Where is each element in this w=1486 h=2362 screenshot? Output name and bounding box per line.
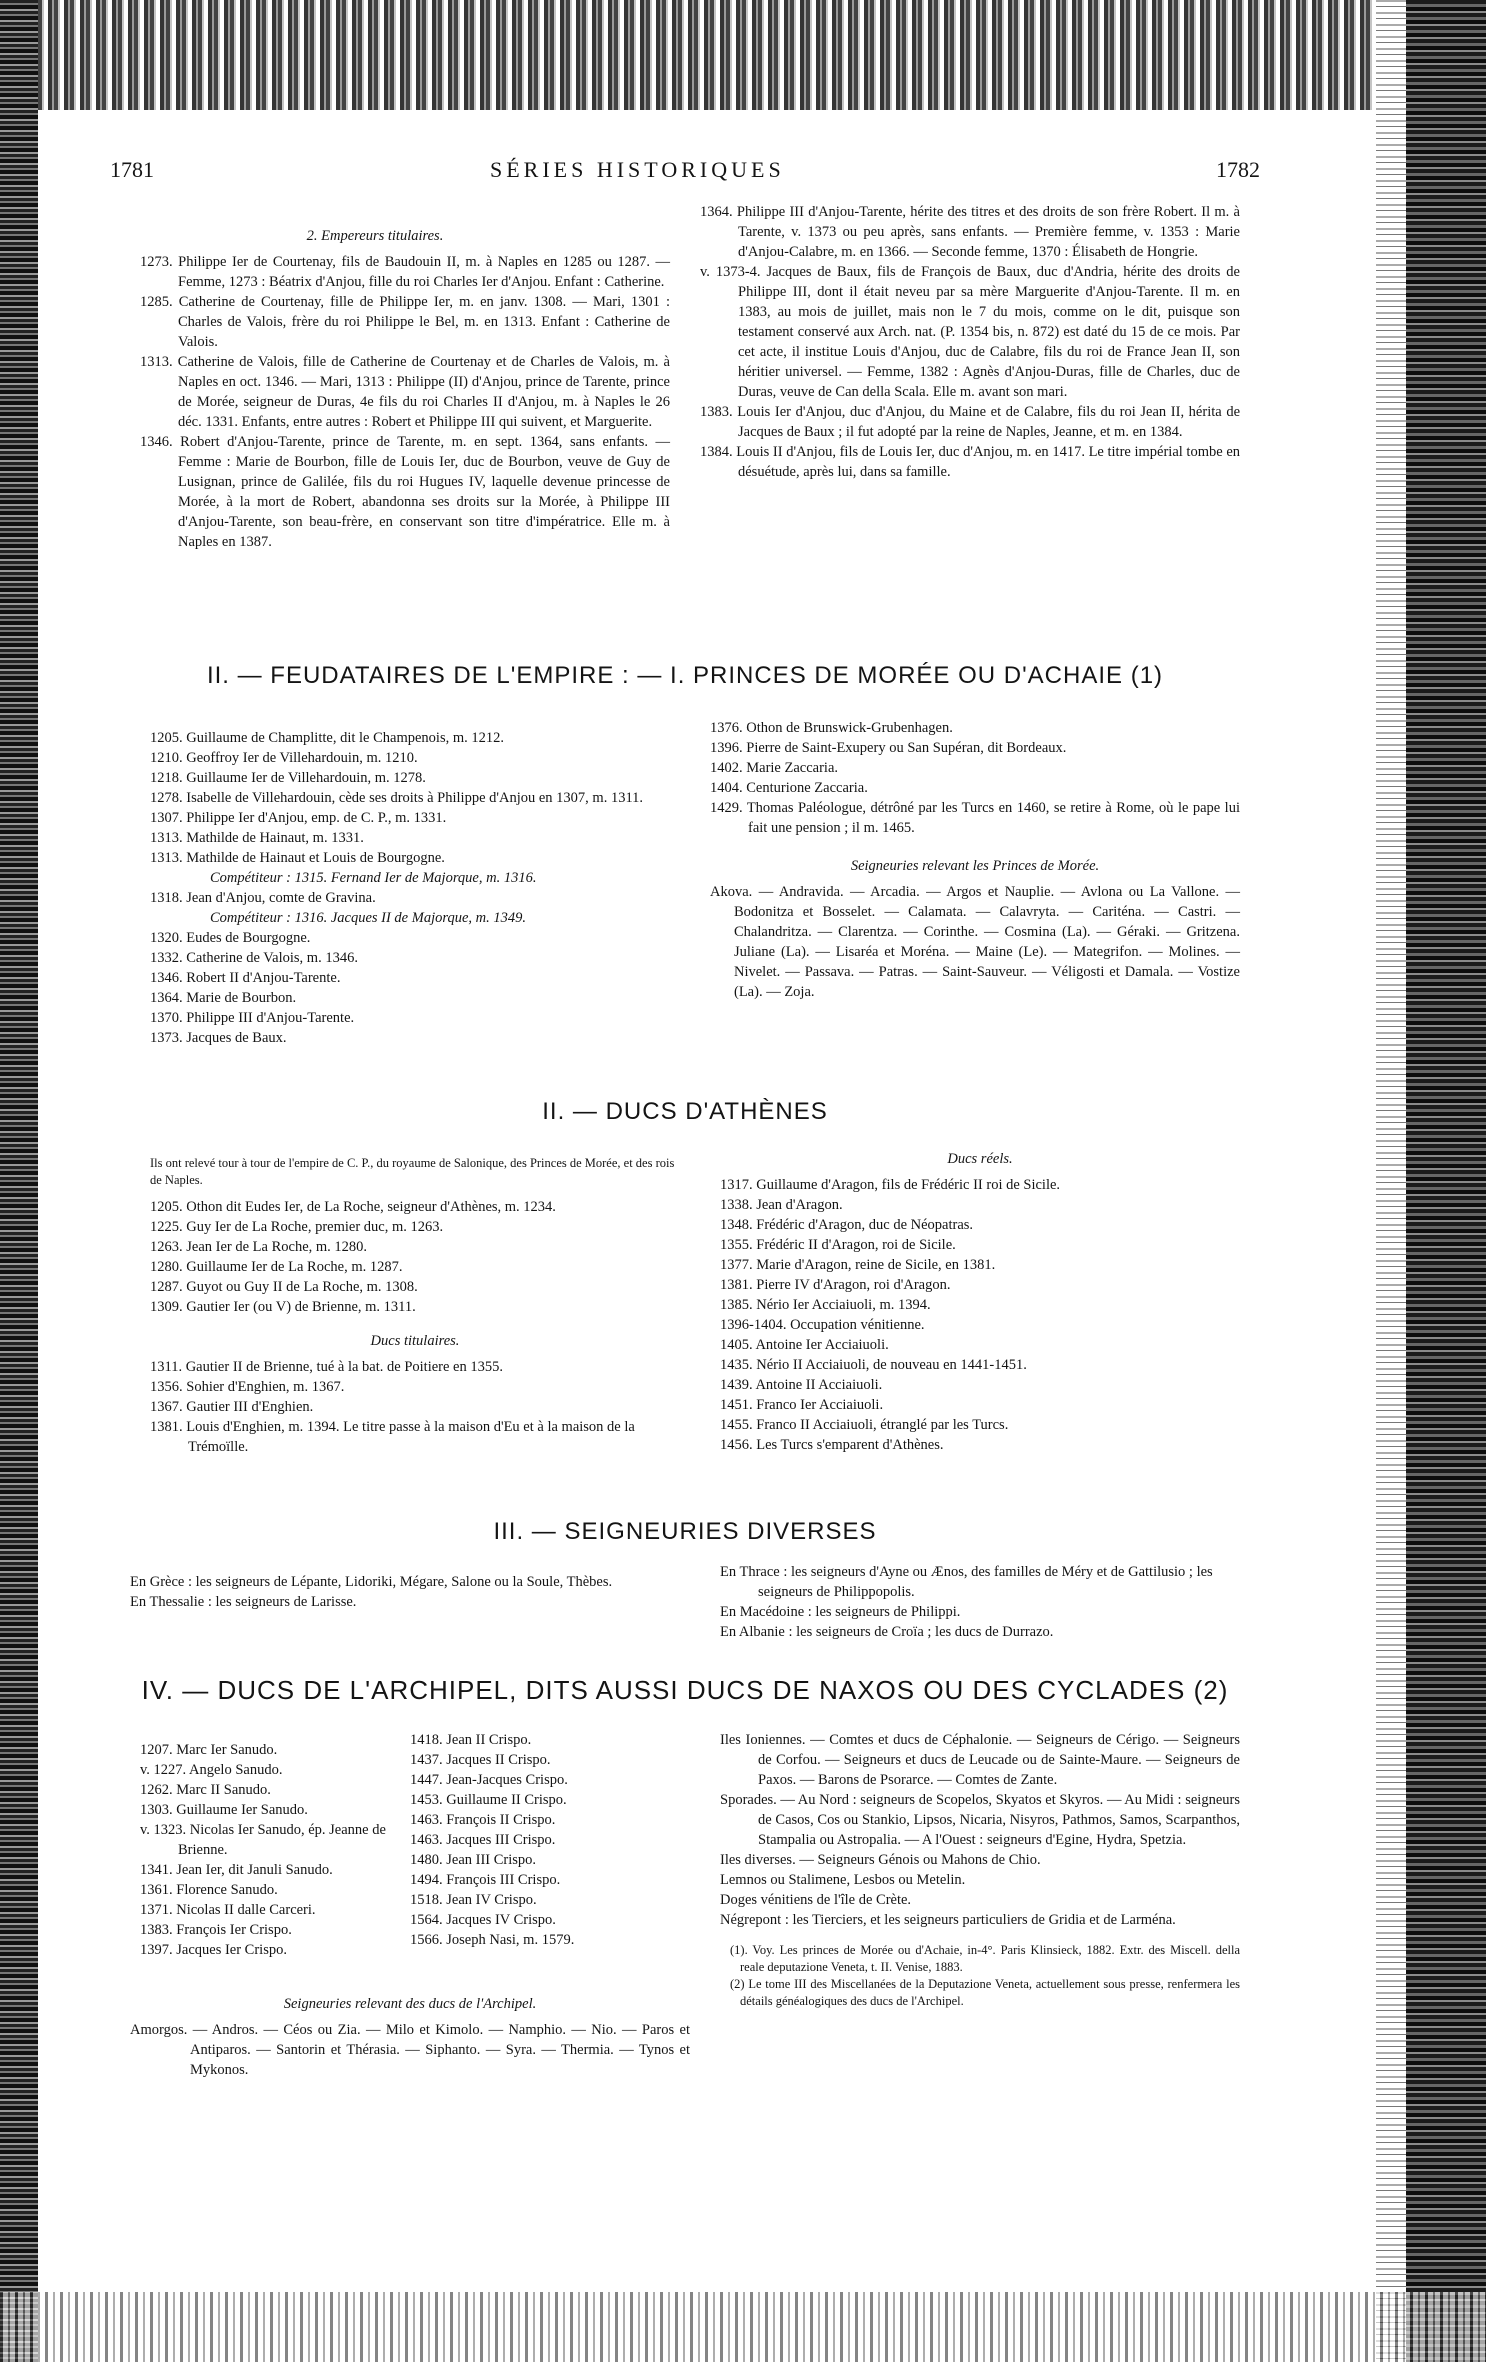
- diverses-entry: En Macédoine : les seigneurs de Philippi.: [720, 1604, 961, 1620]
- islands-entry: Négrepont : les Tierciers, et les seigneurs particuliers de Gridia et de Larménа.: [720, 1912, 1176, 1928]
- prince-entry: 1429. Thomas Paléologue, détrôné par les Turcs en 1460, se retire à Rome, où le pape lui fait une pension ; il m. 1465.: [710, 800, 1240, 836]
- prince-entry: 1370. Philippe III d'Anjou-Tarente.: [150, 1010, 355, 1026]
- diverses-entry: En Thrace : les seigneurs d'Ayne ou Ænos, des familles de Méry et de Gattilusio ; les seigneurs de Philippopolis.: [720, 1564, 1213, 1600]
- archipel-duke-entry: 1494. François III Crispo.: [410, 1872, 561, 1888]
- archipel-duke-entry: 1453. Guillaume II Crispo.: [410, 1792, 567, 1808]
- prince-entry: 1218. Guillaume Ier de Villehardouin, m. 1278.: [150, 770, 426, 786]
- duke-entry: 1456. Les Turcs s'emparent d'Athènes.: [720, 1437, 944, 1453]
- archipel-duke-entry: 1566. Joseph Nasi, m. 1579.: [410, 1932, 575, 1948]
- prince-entry: 1320. Eudes de Bourgogne.: [150, 930, 311, 946]
- duke-entry: 1405. Antoine Ier Acciaiuoli.: [720, 1337, 889, 1353]
- duke-entry: 1348. Frédéric d'Aragon, duc de Néopatras.: [720, 1217, 974, 1233]
- imperial-heading: 2. Empereurs titulaires.: [306, 228, 444, 244]
- document-page: [110, 130, 1260, 2290]
- archipel-duke-entry: 1262. Marc II Sanudo.: [140, 1782, 271, 1798]
- archipel-duke-entry: 1463. Jacques III Crispo.: [410, 1832, 556, 1848]
- scan-edge-right: [1406, 0, 1486, 2362]
- duke-entry: 1385. Nério Ier Acciaiuoli, m. 1394.: [720, 1297, 931, 1313]
- duke-entry: 1311. Gautier II de Brienne, tué à la bat. de Poitiere en 1355.: [150, 1359, 503, 1375]
- duke-entry: 1396-1404. Occupation vénitienne.: [720, 1317, 925, 1333]
- page-number-left: 1781: [110, 157, 154, 182]
- prince-competitor: Compétiteur : 1315. Fernand Ier de Majorque, m. 1316.: [210, 870, 537, 886]
- archipel-seigneuries-list: Amorgos. — Andros. — Céos ou Zia. — Milo et Kimolo. — Namphio. — Nio. — Paros et Antiparos. — Santorin et Thérasia. — Siphanto. — Syra. — Thermia. — Tynos et Mykonos.: [130, 2022, 690, 2078]
- archipel-duke-entry: v. 1227. Angelo Sanudo.: [140, 1762, 283, 1778]
- duke-entry: 1455. Franco II Acciaiuoli, étranglé par les Turcs.: [720, 1417, 1009, 1433]
- princes-left-column: [150, 728, 670, 1048]
- imperial-entry: 1273. Philippe Ier de Courtenay, fils de Baudouin II, m. à Naples en 1285 ou 1287. — Femme, 1273 : Béatrix d'Anjou, fille du roi Charles Ier d'Anjou. Enfant : Catherine.: [140, 254, 670, 290]
- islands-entry: Iles Ioniennes. — Comtes et ducs de Céphalonie. — Seigneurs de Cérigo. — Seigneurs de Corfou. — Seigneurs et ducs de Leucade ou de Sainte-Maure. — Seigneurs de Paxos. — Barons de Psorarce. — Comtes de Zante.: [720, 1732, 1240, 1788]
- section-title-seigneuries-diverses: III. — SEIGNEURIES DIVERSES: [493, 1518, 877, 1545]
- footnote-2: (2) Le tome III des Miscellanées de la Deputazione Veneta, actuellement sous presse, renfermera les détails généalogiques des ducs de l'Archipel.: [730, 1977, 1240, 2008]
- duke-entry: 1317. Guillaume d'Aragon, fils de Frédéric II roi de Sicile.: [720, 1177, 1061, 1193]
- moree-seigneuries-heading: Seigneuries relevant les Princes de Morée.: [850, 858, 1100, 874]
- scan-edge-top: [0, 0, 1486, 110]
- moree-seigneuries-list: Akova. — Andravida. — Arcadia. — Argos et Nauplie. — Avlona ou La Vallone. — Bodonitza et Bosselet. — Calamata. — Calavryta. — Cariténa. — Castri. — Chalandritza. — Clarentza. — Corinthe. — Cosmina (La). — Géraki. — Gritzena. Juliane (La). — Lisaréa et Moréna. — Maine (Le). — Mategrifon. — Molines. — Nivelet. — Passava. — Patras. — Saint-Sauveur. — Véligosti et Damala. — Vostize (La). — Zoja.: [710, 884, 1240, 1000]
- archipel-duke-entry: 1447. Jean-Jacques Crispo.: [410, 1772, 568, 1788]
- duke-entry: 1367. Gautier III d'Enghien.: [150, 1399, 314, 1415]
- duke-entry: 1338. Jean d'Aragon.: [720, 1197, 843, 1213]
- imperial-right-column: [700, 202, 1240, 482]
- duke-entry: 1263. Jean Ier de La Roche, m. 1280.: [150, 1239, 368, 1255]
- prince-entry: 1404. Centurione Zaccaria.: [710, 780, 868, 796]
- duke-entry: 1377. Marie d'Aragon, reine de Sicile, en 1381.: [720, 1257, 996, 1273]
- prince-entry: 1396. Pierre de Saint-Exupery ou San Supéran, dit Bordeaux.: [710, 740, 1067, 756]
- archipel-duke-entry: 1397. Jacques Ier Crispo.: [140, 1942, 287, 1958]
- athenes-left-column: [150, 1155, 680, 1457]
- archipel-duke-entry: 1437. Jacques II Crispo.: [410, 1752, 551, 1768]
- archipel-duke-entry: 1480. Jean III Crispo.: [410, 1852, 537, 1868]
- imperial-entry: v. 1373-4. Jacques de Baux, fils de François de Baux, duc d'Andria, hérite des droits de Philippe III, dont il était neveu par sa mère Marguerite d'Anjou-Tarente. Il m. en 1383, au mois de juillet, mais non le 7 du mois, comme on le dit, puisque son testament conservé aux Arch. nat. (P. 1354 bis, n. 872) est daté du 15 de ce mois. Par cet acte, il institue Louis d'Anjou, duc de Calabre, fils du roi de France Jean II, son héritier universel. — Femme, 1382 : Agnès d'Anjou-Duras, fille de Charles, duc de Duras, veuve de Can della Scala. Elle m. avant son mari.: [700, 264, 1240, 400]
- archipel-seigneuries-heading: Seigneuries relevant des ducs de l'Archipel.: [283, 1996, 537, 2012]
- prince-entry: 1205. Guillaume de Champlitte, dit le Champenois, m. 1212.: [150, 730, 504, 746]
- archipel-duke-entry: 1418. Jean II Crispo.: [410, 1732, 532, 1748]
- prince-entry: 1402. Marie Zaccaria.: [710, 760, 839, 776]
- archipel-duke-entry: 1341. Jean Ier, dit Januli Sanudo.: [140, 1862, 333, 1878]
- prince-entry: 1313. Mathilde de Hainaut, m. 1331.: [150, 830, 364, 846]
- diverses-right-column: [720, 1562, 1240, 1642]
- ducs-titulaires-heading: Ducs titulaires.: [370, 1333, 460, 1349]
- prince-entry: 1332. Catherine de Valois, m. 1346.: [150, 950, 358, 966]
- archipel-column-1: [140, 1740, 400, 1960]
- duke-entry: 1356. Sohier d'Enghien, m. 1367.: [150, 1379, 345, 1395]
- archipel-duke-entry: 1463. François II Crispo.: [410, 1812, 556, 1828]
- running-title: SÉRIES HISTORIQUES: [490, 157, 785, 182]
- archipel-right-column: [720, 1730, 1240, 2010]
- archipel-duke-entry: 1518. Jean IV Crispo.: [410, 1892, 537, 1908]
- athenes-right-column: [720, 1145, 1240, 1455]
- prince-entry: 1376. Othon de Brunswick-Grubenhagen.: [710, 720, 953, 736]
- islands-entry: Iles diverses. — Seigneurs Génois ou Mahons de Chio.: [720, 1852, 1041, 1868]
- imperial-entry: 1364. Philippe III d'Anjou-Tarente, hérite des titres et des droits de son frère Robert. Il m. à Tarente, v. 1373 ou peu après, sans enfants. — Première femme, v. 1353 : Marie d'Anjou-Calabre, m. en 1366. — Seconde femme, 1370 : Élisabeth de Hongrie.: [700, 204, 1240, 260]
- archipel-duke-entry: v. 1323. Nicolas Ier Sanudo, ép. Jeanne de Brienne.: [140, 1822, 386, 1858]
- duke-entry: 1287. Guyot ou Guy II de La Roche, m. 1308.: [150, 1279, 418, 1295]
- scan-edge-bottom: [0, 2292, 1486, 2362]
- duke-entry: 1381. Louis d'Enghien, m. 1394. Le titre passe à la maison d'Eu et à la maison de la Trémoïlle.: [150, 1419, 635, 1455]
- diverses-entry: En Grèce : les seigneurs de Lépante, Lidoriki, Mégare, Salone ou la Soule, Thèbes.: [130, 1574, 613, 1590]
- imperial-entry: 1383. Louis Ier d'Anjou, duc d'Anjou, du Maine et de Calabre, fils du roi Jean II, hérita de Jacques de Baux ; il fut adopté par la reine de Naples, Jeanne, et m. en 1384.: [700, 404, 1240, 440]
- imperial-left-column: [140, 222, 670, 552]
- archipel-duke-entry: 1361. Florence Sanudo.: [140, 1882, 278, 1898]
- duke-entry: 1381. Pierre IV d'Aragon, roi d'Aragon.: [720, 1277, 951, 1293]
- diverses-entry: En Thessalie : les seigneurs de Larisse.: [130, 1594, 357, 1610]
- islands-entry: Doges vénitiens de l'île de Crète.: [720, 1892, 912, 1908]
- duke-entry: 1439. Antoine II Acciaiuoli.: [720, 1377, 883, 1393]
- duke-entry: 1309. Gautier Ier (ou V) de Brienne, m. 1311.: [150, 1299, 416, 1315]
- archipel-duke-entry: 1383. François Ier Crispo.: [140, 1922, 292, 1938]
- prince-entry: 1307. Philippe Ier d'Anjou, emp. de C. P., m. 1331.: [150, 810, 447, 826]
- prince-entry: 1318. Jean d'Anjou, comte de Gravina.: [150, 890, 376, 906]
- imperial-entry: 1346. Robert d'Anjou-Tarente, prince de Tarente, m. en sept. 1364, sans enfants. — Femme : Marie de Bourbon, fille de Louis Ier, duc de Bourbon, veuve de Guy de Lusignan, prince de Galilée, fils du roi Hugues IV, laquelle devenue princesse de Morée, à la mort de Robert, abandonna ses droits sur la Morée, à Philippe III d'Anjou-Tarente, son beau-frère, en conservant son titre d'impératrice. Elle m. à Naples en 1387.: [140, 434, 670, 550]
- prince-competitor: Compétiteur : 1316. Jacques II de Majorque, m. 1349.: [210, 910, 526, 926]
- section-title-princes-moree: II. — FEUDATAIRES DE L'EMPIRE : — I. PRINCES DE MORÉE OU D'ACHAIE (1): [206, 662, 1164, 689]
- prince-entry: 1373. Jacques de Baux.: [150, 1030, 287, 1046]
- archipel-duke-entry: 1371. Nicolas II dalle Carceri.: [140, 1902, 316, 1918]
- duke-entry: 1205. Othon dit Eudes Ier, de La Roche, seigneur d'Athènes, m. 1234.: [150, 1199, 556, 1215]
- archipel-duke-entry: 1303. Guillaume Ier Sanudo.: [140, 1802, 308, 1818]
- section-title-ducs-athenes: II. — DUCS D'ATHÈNES: [542, 1098, 828, 1125]
- archipel-duke-entry: 1564. Jacques IV Crispo.: [410, 1912, 556, 1928]
- imperial-entry: 1313. Catherine de Valois, fille de Catherine de Courtenay et de Charles de Valois, m. à Naples en oct. 1346. — Mari, 1313 : Philippe (II) d'Anjou, prince de Tarente, prince de Morée, seigneur de Duras, 4e fils du roi Charles II d'Anjou, m. à Naples le 26 déc. 1331. Enfants, entre autres : Robert et Philippe III qui suivent, et Marguerite.: [140, 354, 670, 430]
- running-header: [110, 157, 1260, 196]
- scan-edge-left: [0, 0, 38, 2362]
- islands-entry: Lemnos ou Stalimene, Lesbos ou Metelin.: [720, 1872, 966, 1888]
- princes-right-column: [710, 718, 1240, 1002]
- athenes-intro: Ils ont relevé tour à tour de l'empire de C. P., du royaume de Salonique, des Princes de Morée, et des rois de Naples.: [150, 1156, 675, 1187]
- diverses-entry: En Albanie : les seigneurs de Croïa ; les ducs de Durrazo.: [720, 1624, 1054, 1640]
- prince-entry: 1210. Geoffroy Ier de Villehardouin, m. 1210.: [150, 750, 418, 766]
- footnotes: [720, 1942, 1240, 2010]
- archipel-duke-entry: 1207. Marc Ier Sanudo.: [140, 1742, 278, 1758]
- scan-edge-right-inner: [1376, 0, 1406, 2362]
- prince-entry: 1364. Marie de Bourbon.: [150, 990, 297, 1006]
- imperial-entry: 1384. Louis II d'Anjou, fils de Louis Ier, duc d'Anjou, m. en 1417. Le titre impérial tombe en désuétude, après lui, dans sa famille.: [700, 444, 1240, 480]
- archipel-seigneuries: [130, 1990, 690, 2080]
- imperial-entry: 1285. Catherine de Courtenay, fille de Philippe Ier, m. en janv. 1308. — Mari, 1301 : Charles de Valois, frère du roi Philippe le Bel, m. en 1313. Enfant : Catherine de Valois.: [140, 294, 670, 350]
- duke-entry: 1355. Frédéric II d'Aragon, roi de Sicile.: [720, 1237, 956, 1253]
- section-title-ducs-archipel: IV. — DUCS DE L'ARCHIPEL, DITS AUSSI DUCS DE NAXOS OU DES CYCLADES (2): [141, 1675, 1229, 1705]
- prince-entry: 1278. Isabelle de Villehardouin, cède ses droits à Philippe d'Anjou en 1307, m. 1311.: [150, 790, 644, 806]
- diverses-left-column: [130, 1572, 680, 1612]
- archipel-column-2: [410, 1730, 670, 1950]
- duke-entry: 1225. Guy Ier de La Roche, premier duc, m. 1263.: [150, 1219, 444, 1235]
- footnote-1: (1). Voy. Les princes de Morée ou d'Achaie, in-4°. Paris Klinsieck, 1882. Extr. des Miscell. della reale deputazione Veneta, t. II. Venise, 1883.: [730, 1943, 1240, 1974]
- duke-entry: 1280. Guillaume Ier de La Roche, m. 1287.: [150, 1259, 403, 1275]
- duke-entry: 1451. Franco Ier Acciaiuoli.: [720, 1397, 884, 1413]
- ducs-reels-heading: Ducs réels.: [947, 1151, 1013, 1167]
- page-number-right: 1782: [1216, 157, 1260, 182]
- prince-entry: 1313. Mathilde de Hainaut et Louis de Bourgogne.: [150, 850, 445, 866]
- islands-entry: Sporades. — Au Nord : seigneurs de Scopelos, Skyatos et Skyros. — Au Midi : seigneurs de Casos, Cos ou Stankio, Lipsos, Nicaria, Nisyros, Pathmos, Samos, Scarpanthos, Stampalia ou Astropalia. — A l'Ouest : seigneurs d'Egine, Hydra, Spetzia.: [720, 1792, 1240, 1848]
- prince-entry: 1346. Robert II d'Anjou-Tarente.: [150, 970, 341, 986]
- duke-entry: 1435. Nério II Acciaiuoli, de nouveau en 1441-1451.: [720, 1357, 1027, 1373]
